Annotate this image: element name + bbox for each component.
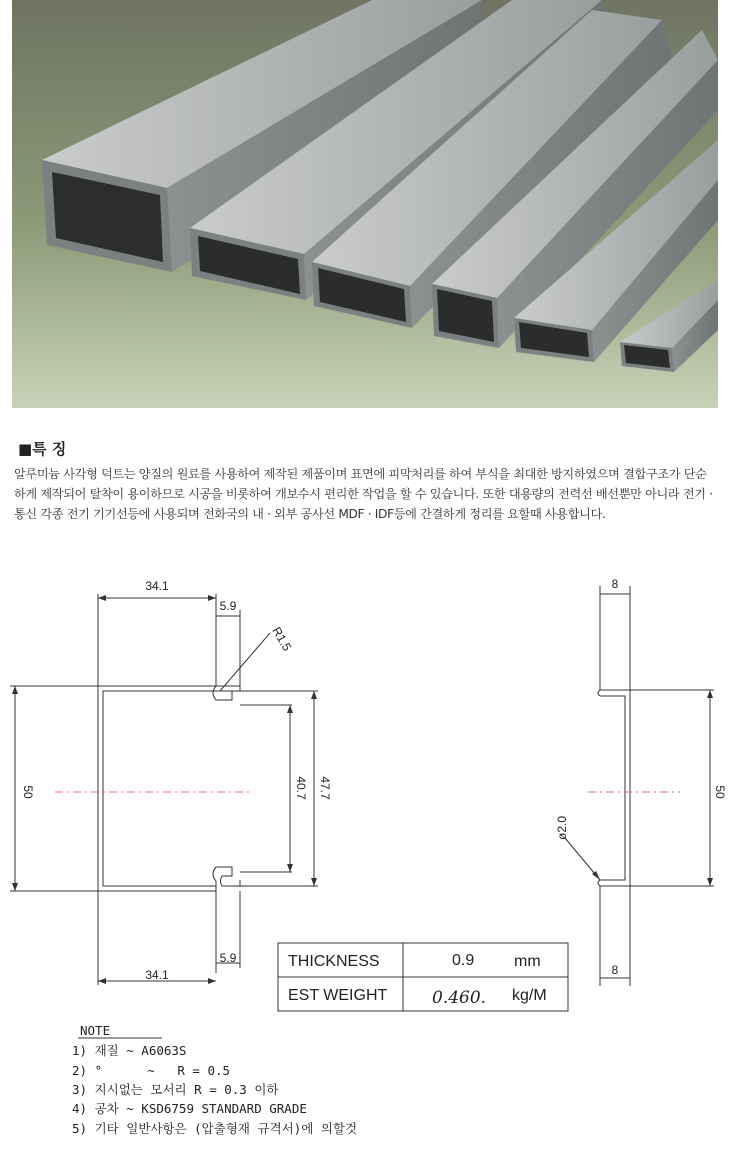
thickness-label: THICKNESS <box>288 953 380 970</box>
note-item-3: 3) 지시없는 모서리 R = 0.3 이하 <box>72 1082 279 1097</box>
dim-side-diameter: ø2.0 <box>555 815 569 841</box>
dim-top-lip: 5.9 <box>219 599 237 613</box>
technical-drawing <box>0 538 730 1175</box>
weight-label: EST WEIGHT <box>288 987 388 1004</box>
thickness-value: 0.9 <box>452 952 475 969</box>
dim-side-bottom: 8 <box>611 963 619 977</box>
dim-height: 50 <box>21 785 35 799</box>
dim-bottom-width: 34.1 <box>145 968 169 982</box>
note-item-4: 4) 공차 ~ KSD6759 STANDARD GRADE <box>72 1101 307 1116</box>
note-item-5: 5) 기타 일반사항은 (압출형재 규격서)에 의할것 <box>72 1121 358 1136</box>
features-title: ■특 징 <box>18 440 67 458</box>
features-description: 알루미늄 사각형 덕트는 양질의 원료를 사용하여 제작된 제품이며 표면에 피막처리를 하여 부식을 최대한 방지하였으며 결합구조가 단순하게 제작되어 탈착이 용이하므로 시공을 비롯하여 개보수시 편리한 작업을 할 수 있습니다. 또한 대용량의 전력선 배선뿐만 아니라 전기 · 통신 각종 전기 기기선등에 사용되며 전화국의 내 · 외부 공사선 MDF · IDF등에 간결하게 정리를 요할때 사용합니다. <box>14 467 713 521</box>
note-title: NOTE <box>80 1023 111 1038</box>
profile-inner <box>103 691 216 886</box>
profile-outline <box>98 686 240 891</box>
dim-side-height: 50 <box>713 785 727 799</box>
features-section <box>0 408 730 538</box>
product-photo <box>12 0 718 408</box>
thickness-unit: mm <box>514 953 541 970</box>
dim-outer-inner-height: 47.7 <box>318 776 332 800</box>
dim-side-top: 8 <box>611 577 619 591</box>
weight-unit: kg/M <box>512 987 547 1004</box>
note-item-1: 1) 재질 ~ A6063S <box>72 1043 187 1058</box>
dim-top-width: 34.1 <box>145 579 169 593</box>
note-item-2: 2) ° ~ R = 0.5 <box>72 1063 231 1078</box>
dim-radius: R1.5 <box>269 624 295 654</box>
dim-bottom-lip: 5.9 <box>219 951 237 965</box>
weight-value: 0.460. <box>432 988 487 1008</box>
dim-inner-height: 40.7 <box>294 776 308 800</box>
side-profile <box>600 690 630 886</box>
